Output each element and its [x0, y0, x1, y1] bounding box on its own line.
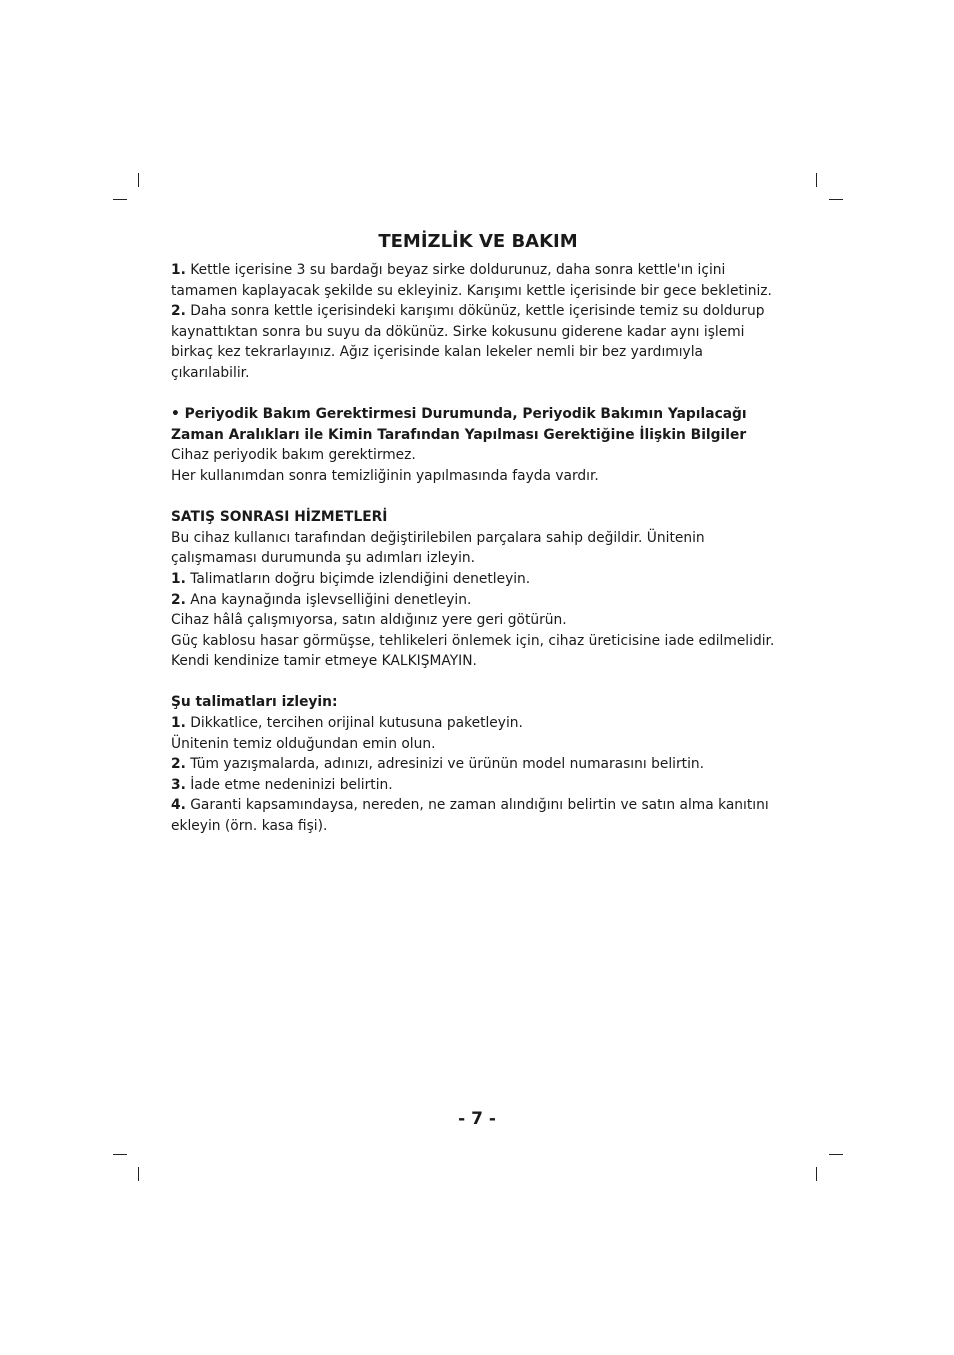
step-text: Kettle içerisine 3 su bardağı beyaz sirke doldurunuz, daha sonra kettle'ın içini tamamen kaplayacak şekilde su ekleyiniz. Karışımı kettle içerisinde bir gece bekletiniz. [171, 262, 772, 299]
step-number: 2. [171, 303, 186, 320]
step-text: Ana kaynağında işlevselliğini denetleyin. [190, 591, 472, 608]
periodic-heading: • Periyodik Bakım Gerektirmesi Durumunda, Periyodik Bakımın Yapılacağı Zaman Aralıkları ile Kimin Tarafından Yapılması Gerektiğine İlişkin Bilgiler [171, 406, 747, 443]
step-number: 2. [171, 591, 186, 608]
cleaning-step-2 [171, 301, 785, 383]
instruction-item-1 [171, 713, 785, 734]
step-text: Talimatların doğru biçimde izlendiğini denetleyin. [190, 570, 531, 587]
instruction-item-3 [171, 775, 785, 796]
spacer [171, 672, 785, 693]
step-number: 3. [171, 776, 186, 793]
periodic-line-2: Her kullanımdan sonra temizliğinin yapılmasında fayda vardır. [171, 467, 599, 484]
page-number: - 7 - [458, 1109, 496, 1129]
step-text: Tüm yazışmalarda, adınızı, adresinizi ve ürünün model numarasını belirtin. [190, 756, 705, 773]
instruction-item-2 [171, 754, 785, 775]
cleaning-step-1 [171, 260, 785, 301]
crop-mark-bottom-right-v [816, 1167, 817, 1181]
step-text: Garanti kapsamındaysa, nereden, ne zaman alındığını belirtin ve satın alma kanıtını ekleyin (örn. kasa fişi). [171, 797, 769, 835]
instruction-item-4 [171, 795, 785, 836]
after-sales-line-2: Güç kablosu hasar görmüşse, tehlikeleri önlemek için, cihaz üreticisine iade edilmelidir. Kendi kendinize tamir etmeye KALKIŞMAYIN. [171, 632, 775, 670]
crop-mark-top-left-h [113, 199, 127, 200]
document-body [171, 230, 785, 837]
crop-mark-top-left-v [138, 173, 139, 187]
crop-mark-top-right-h [829, 199, 843, 200]
instructions-heading: Şu talimatları izleyin: [171, 694, 338, 711]
periodic-line-1: Cihaz periyodik bakım gerektirmez. [171, 447, 416, 464]
instruction-item-1-note: Ünitenin temiz olduğundan emin olun. [171, 735, 436, 752]
after-sales-step-1 [171, 569, 785, 590]
step-number: 2. [171, 756, 186, 773]
spacer [171, 384, 785, 405]
step-text: İade etme nedeninizi belirtin. [190, 776, 393, 793]
after-sales-heading: SATIŞ SONRASI HİZMETLERİ [171, 509, 388, 526]
after-sales-line-1: Cihaz hâlâ çalışmıyorsa, satın aldığınız yere geri götürün. [171, 612, 567, 629]
crop-mark-bottom-left-v [138, 1167, 139, 1181]
step-number: 4. [171, 797, 186, 814]
step-number: 1. [171, 262, 186, 278]
step-text: Daha sonra kettle içerisindeki karışımı dökünüz, kettle içerisinde temiz su doldurup kaynattıktan sonra bu suyu da dökünüz. Sirke kokusunu giderene kadar aynı işlemi birkaç kez tekrarlayınız. Ağız içerisinde kalan lekeler nemli bir bez yardımıyla çıkarılabilir. [171, 303, 765, 381]
crop-mark-bottom-right-h [829, 1154, 843, 1155]
after-sales-step-2 [171, 590, 785, 611]
page-title: TEMİZLİK VE BAKIM [378, 231, 578, 252]
spacer [171, 487, 785, 508]
after-sales-intro: Bu cihaz kullanıcı tarafından değiştirilebilen parçalara sahip değildir. Ünitenin çalışmaması durumunda şu adımları izleyin. [171, 529, 705, 567]
step-number: 1. [171, 715, 186, 732]
crop-mark-top-right-v [816, 173, 817, 187]
step-number: 1. [171, 570, 186, 587]
crop-mark-bottom-left-h [113, 1154, 127, 1155]
step-text: Dikkatlice, tercihen orijinal kutusuna paketleyin. [190, 715, 523, 732]
